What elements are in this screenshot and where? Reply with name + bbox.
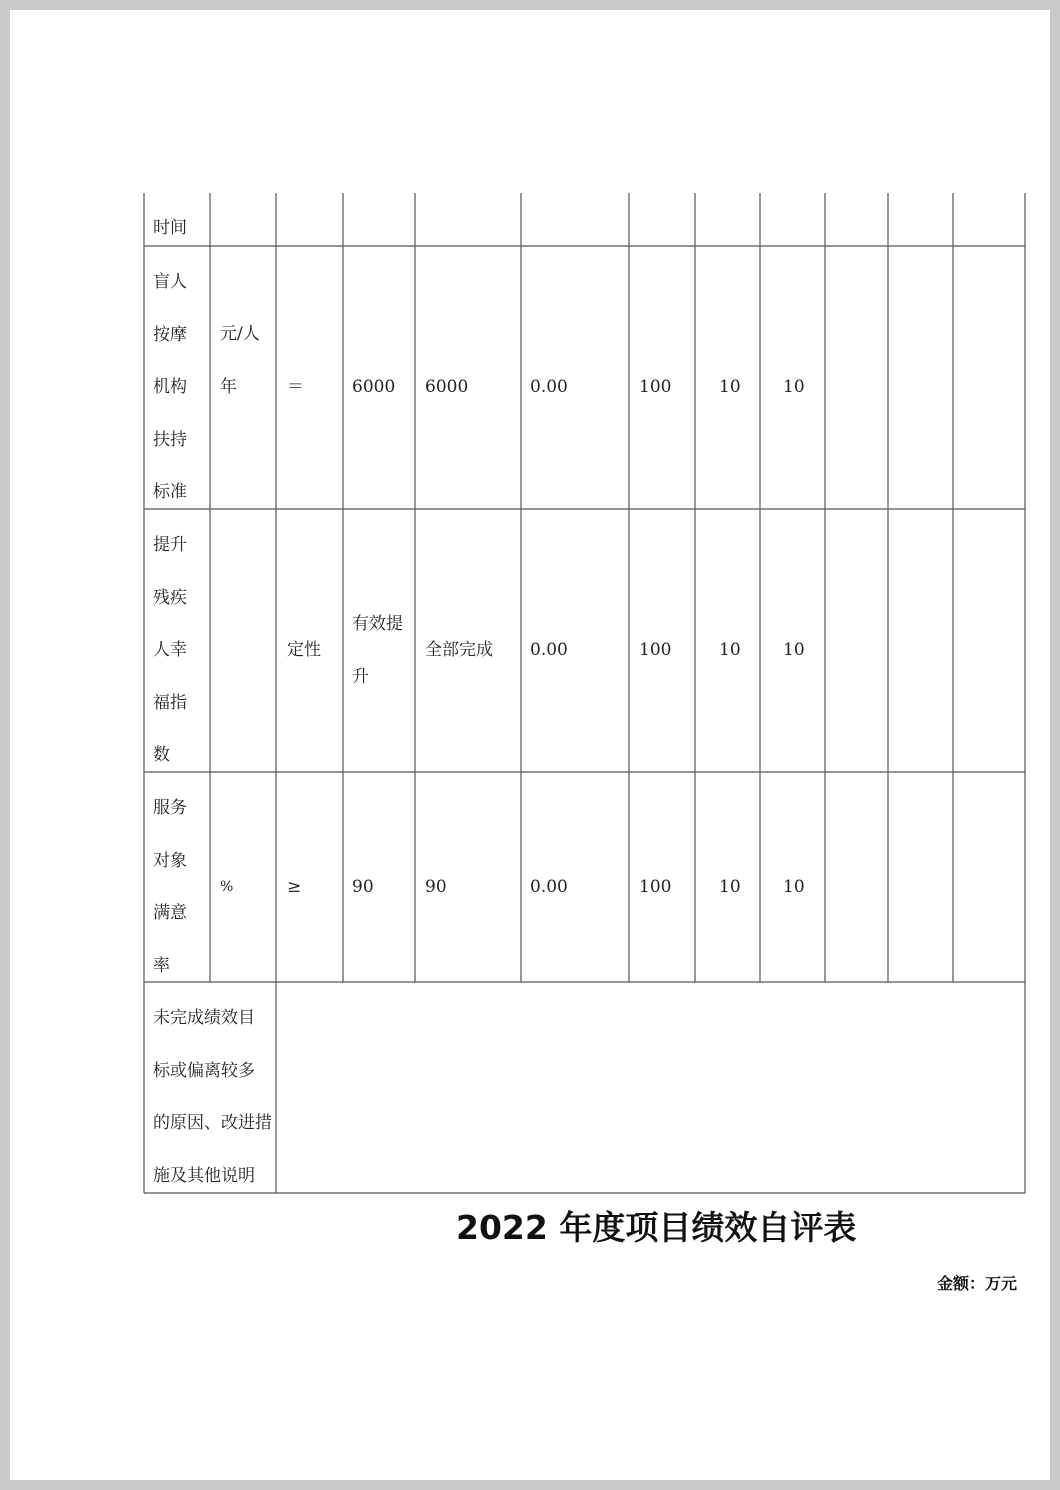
- indicator-line: 按摩: [153, 324, 187, 345]
- operator-satisfaction: ≥: [287, 877, 302, 897]
- indicator-line: 提升: [153, 535, 187, 555]
- document-page: [10, 10, 1050, 1480]
- indicator-satisfaction: [153, 782, 187, 992]
- indicator-line: 数: [153, 745, 170, 765]
- unit-line: 元/人: [220, 324, 260, 344]
- indicator-line: 满意: [153, 903, 187, 923]
- remark-line: 施及其他说明: [153, 1165, 255, 1186]
- score-massage: 10: [783, 377, 805, 397]
- remark-line: 的原因、改进措: [153, 1113, 272, 1133]
- remark-line: 标或偏离较多: [153, 1060, 255, 1081]
- target-satisfaction: 90: [352, 877, 374, 897]
- target-happiness: [352, 598, 403, 703]
- remark-line: 未完成绩效目: [153, 1008, 255, 1028]
- unit-satisfaction: %: [220, 879, 234, 895]
- score-satisfaction: 10: [783, 877, 805, 897]
- unit-massage: [220, 308, 260, 413]
- rate-massage: 100: [639, 377, 672, 397]
- section-title: 2022 年度项目绩效自评表: [456, 1208, 857, 1247]
- weight-happiness: 10: [719, 640, 741, 660]
- weight-massage: 10: [719, 377, 741, 397]
- actual-satisfaction: 90: [425, 877, 447, 897]
- target-line: 升: [352, 666, 369, 687]
- score-happiness: 10: [783, 640, 805, 660]
- indicator-line: 机构: [153, 377, 187, 397]
- indicator-happiness: [153, 519, 187, 782]
- indicator-time: 时间: [153, 218, 187, 238]
- score-a-satisfaction: 0.00: [530, 877, 568, 897]
- remark-label: [153, 992, 272, 1202]
- indicator-line: 盲人: [153, 272, 187, 292]
- target-line: 有效提: [352, 614, 403, 634]
- indicator-massage: [153, 256, 187, 519]
- indicator-line: 人幸: [153, 640, 187, 660]
- weight-satisfaction: 10: [719, 877, 741, 897]
- unit-line: 年: [220, 376, 237, 397]
- amount-unit-label: 金额：万元: [937, 1274, 1018, 1293]
- operator-happiness: 定性: [287, 640, 321, 660]
- actual-happiness: 全部完成: [425, 640, 493, 660]
- operator-massage: ＝: [287, 377, 304, 397]
- rate-happiness: 100: [639, 640, 672, 660]
- indicator-line: 福指: [153, 692, 187, 713]
- score-a-massage: 0.00: [530, 377, 568, 397]
- score-a-happiness: 0.00: [530, 640, 568, 660]
- indicator-line: 标准: [153, 482, 187, 502]
- indicator-line: 率: [153, 955, 170, 976]
- indicator-line: 扶持: [153, 429, 187, 450]
- actual-massage: 6000: [425, 377, 469, 397]
- indicator-line: 对象: [153, 850, 187, 871]
- rate-satisfaction: 100: [639, 877, 672, 897]
- indicator-line: 残疾: [153, 587, 187, 608]
- target-massage: 6000: [352, 377, 396, 397]
- indicator-line: 服务: [153, 798, 187, 818]
